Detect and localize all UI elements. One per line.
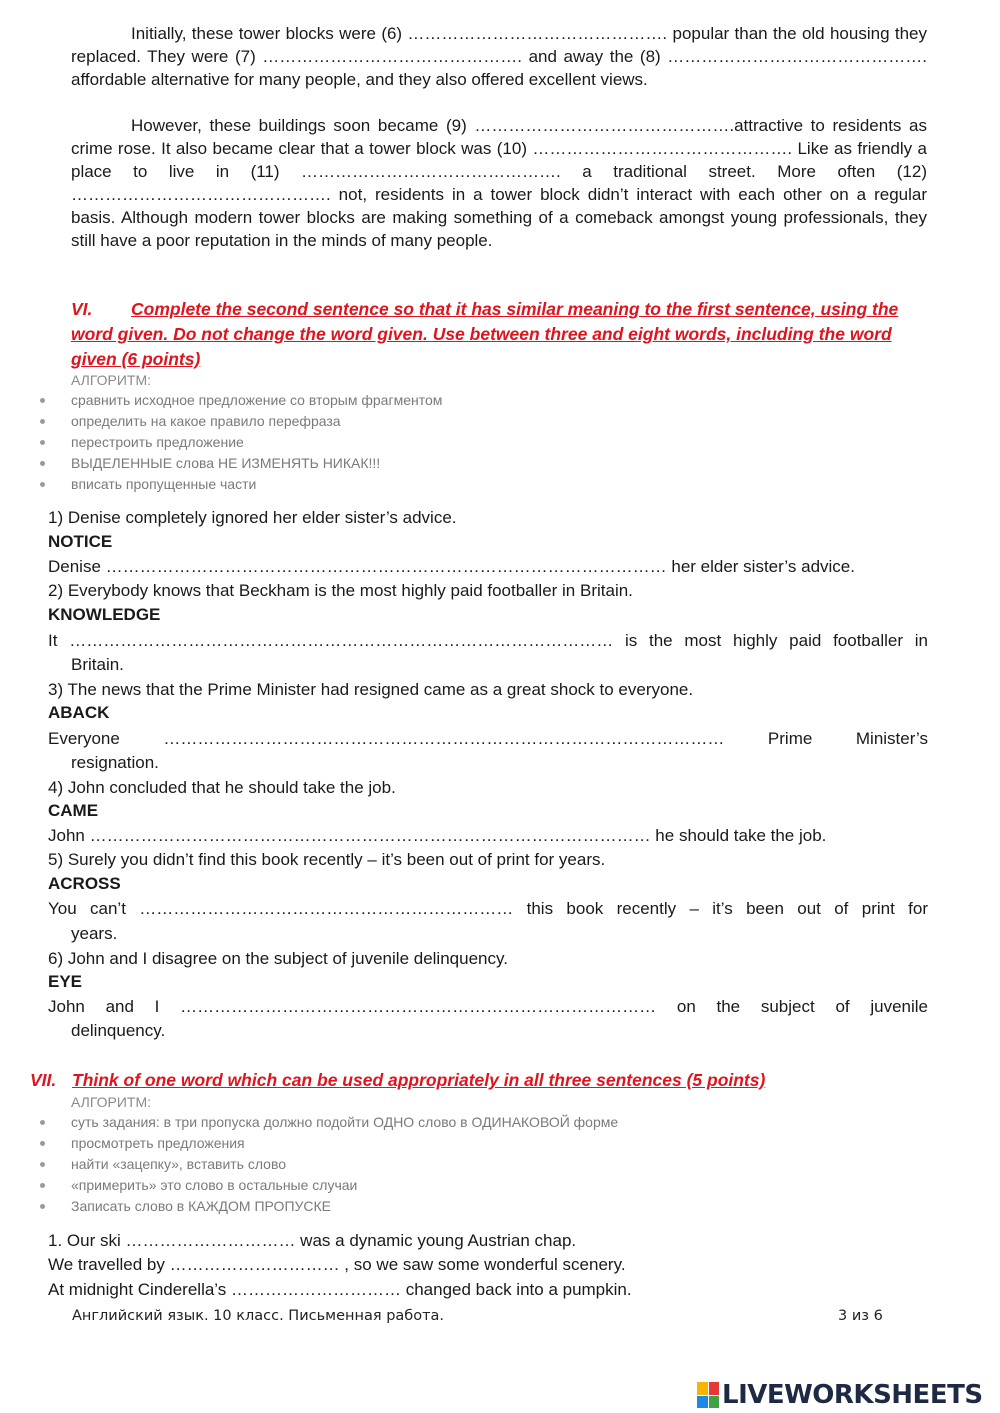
question-5-answer-line[interactable]: You can’t ………………………………………………………… this book recently – it’s been out of print for	[48, 899, 928, 918]
algorithm-step: суть задания: в три пропуска должно подойти ОДНО слово в ОДИНАКОВОЙ форме	[40, 1112, 618, 1133]
bullet-icon	[40, 1120, 45, 1125]
passage-paragraph-2: However, these buildings soon became (9) ……………………………………….attractive to residents as crime rose. It also became clear that a tower block was (10) ………………………………………. Like as friendly a place to live in (11) ………………………………………. a traditional street. More often (12) ………………………………………. not, residents in a tower block didn’t interact with each other on a regular basis. Although modern tower blocks are making something of a comeback amongst young professionals, they still have a poor reputation in the minds of many people.	[71, 116, 927, 250]
word-task-sentence-3[interactable]: At midnight Cinderella’s ………………………… changed back into a pumpkin.	[48, 1280, 632, 1299]
footer-page-number: 3 из 6	[838, 1308, 883, 1324]
logo-square	[697, 1382, 708, 1395]
algorithm-step: сравнить исходное предложение со вторым фрагментом	[40, 390, 442, 411]
question-5-answer-continuation: years.	[71, 924, 118, 943]
logo-square	[709, 1382, 720, 1395]
question-4-sentence: 4) John concluded that he should take the job.	[48, 778, 396, 797]
algorithm-step: определить на какое правило перефраза	[40, 411, 442, 432]
algorithm-step: просмотреть предложения	[40, 1133, 618, 1154]
section-7-algorithm-list	[40, 1112, 618, 1217]
question-6-answer-continuation: delinquency.	[71, 1021, 166, 1040]
bullet-icon	[40, 440, 45, 445]
section-7-heading	[30, 1068, 900, 1093]
question-3-answer-line[interactable]: Everyone ……………………………………………………………………………………… Prime Minister’s	[48, 729, 928, 748]
word-task-sentence-1[interactable]: 1. Our ski ………………………… was a dynamic young Austrian chap.	[48, 1231, 577, 1250]
algorithm-step: перестроить предложение	[40, 432, 442, 453]
section-6-algorithm-title: АЛГОРИТМ:	[71, 372, 152, 388]
bullet-icon	[40, 482, 45, 487]
algorithm-step: найти «зацепку», вставить слово	[40, 1154, 618, 1175]
question-2-sentence: 2) Everybody knows that Beckham is the most highly paid footballer in Britain.	[48, 581, 633, 600]
liveworksheets-logo-icon	[697, 1382, 719, 1408]
footer-course-title: Английский язык. 10 класс. Письменная работа.	[72, 1308, 445, 1324]
algorithm-step: ВЫДЕЛЕННЫЕ слова НЕ ИЗМЕНЯТЬ НИКАК!!!	[40, 453, 442, 474]
section-7-number: VII.	[30, 1070, 57, 1090]
word-task-sentence-2[interactable]: We travelled by ………………………… , so we saw some wonderful scenery.	[48, 1255, 626, 1274]
logo-square	[709, 1396, 720, 1409]
question-4-answer-line[interactable]: John ……………………………………………………………………………………… he should take the job.	[48, 826, 827, 845]
question-6-answer-line[interactable]: John and I ………………………………………………………………………… on the subject of juvenile	[48, 997, 928, 1016]
bullet-icon	[40, 398, 45, 403]
question-2-answer-line[interactable]: It …………………………………………………………………………………… is the most highly paid footballer in	[48, 631, 928, 650]
section-6-number: VI.	[71, 299, 93, 319]
question-6-keyword: EYE	[48, 972, 83, 991]
section-7-title: Think of one word which can be used appropriately in all three sentences (5 points)	[72, 1070, 766, 1090]
section-6-title: Complete the second sentence so that it has similar meaning to the first sentence, using the word given. Do not change the word given. Use between three and eight words, including the word given (6 points)	[71, 299, 899, 369]
question-1-sentence: 1) Denise completely ignored her elder sister’s advice.	[48, 508, 457, 527]
bullet-icon	[40, 461, 45, 466]
question-6-sentence: 6) John and I disagree on the subject of juvenile delinquency.	[48, 949, 508, 968]
section-6-heading	[71, 297, 941, 372]
question-3-keyword: ABACK	[48, 703, 110, 722]
question-1-answer-line[interactable]: Denise ……………………………………………………………………………………… her elder sister’s advice.	[48, 557, 855, 576]
bullet-icon	[40, 1141, 45, 1146]
bullet-icon	[40, 419, 45, 424]
liveworksheets-logo-text: LIVEWORKSHEETS	[722, 1380, 983, 1410]
bullet-icon	[40, 1204, 45, 1209]
algorithm-step: Записать слово в КАЖДОМ ПРОПУСКЕ	[40, 1196, 618, 1217]
question-1-keyword: NOTICE	[48, 532, 113, 551]
algorithm-step: вписать пропущенные части	[40, 474, 442, 495]
question-2-keyword: KNOWLEDGE	[48, 605, 161, 624]
question-3-answer-continuation: resignation.	[71, 753, 159, 772]
question-5-keyword: ACROSS	[48, 874, 121, 893]
question-5-sentence: 5) Surely you didn’t find this book recently – it’s been out of print for years.	[48, 850, 606, 869]
liveworksheets-logo[interactable]	[697, 1380, 983, 1410]
passage-paragraph-1: Initially, these tower blocks were (6) ………………………………………. popular than the old housing they replaced. They were (7) ………………………………………. and away the (8) ………………………………………. affordable alternative for many people, and they also offered excellent views.	[71, 24, 927, 89]
question-4-keyword: CAME	[48, 801, 99, 820]
section-7-algorithm-title: АЛГОРИТМ:	[71, 1094, 152, 1110]
bullet-icon	[40, 1162, 45, 1167]
logo-square	[697, 1396, 708, 1409]
algorithm-step: «примерить» это слово в остальные случаи	[40, 1175, 618, 1196]
section-6-algorithm-list	[40, 390, 442, 495]
question-2-answer-continuation: Britain.	[71, 655, 124, 674]
bullet-icon	[40, 1183, 45, 1188]
question-3-sentence: 3) The news that the Prime Minister had resigned came as a great shock to everyone.	[48, 680, 694, 699]
